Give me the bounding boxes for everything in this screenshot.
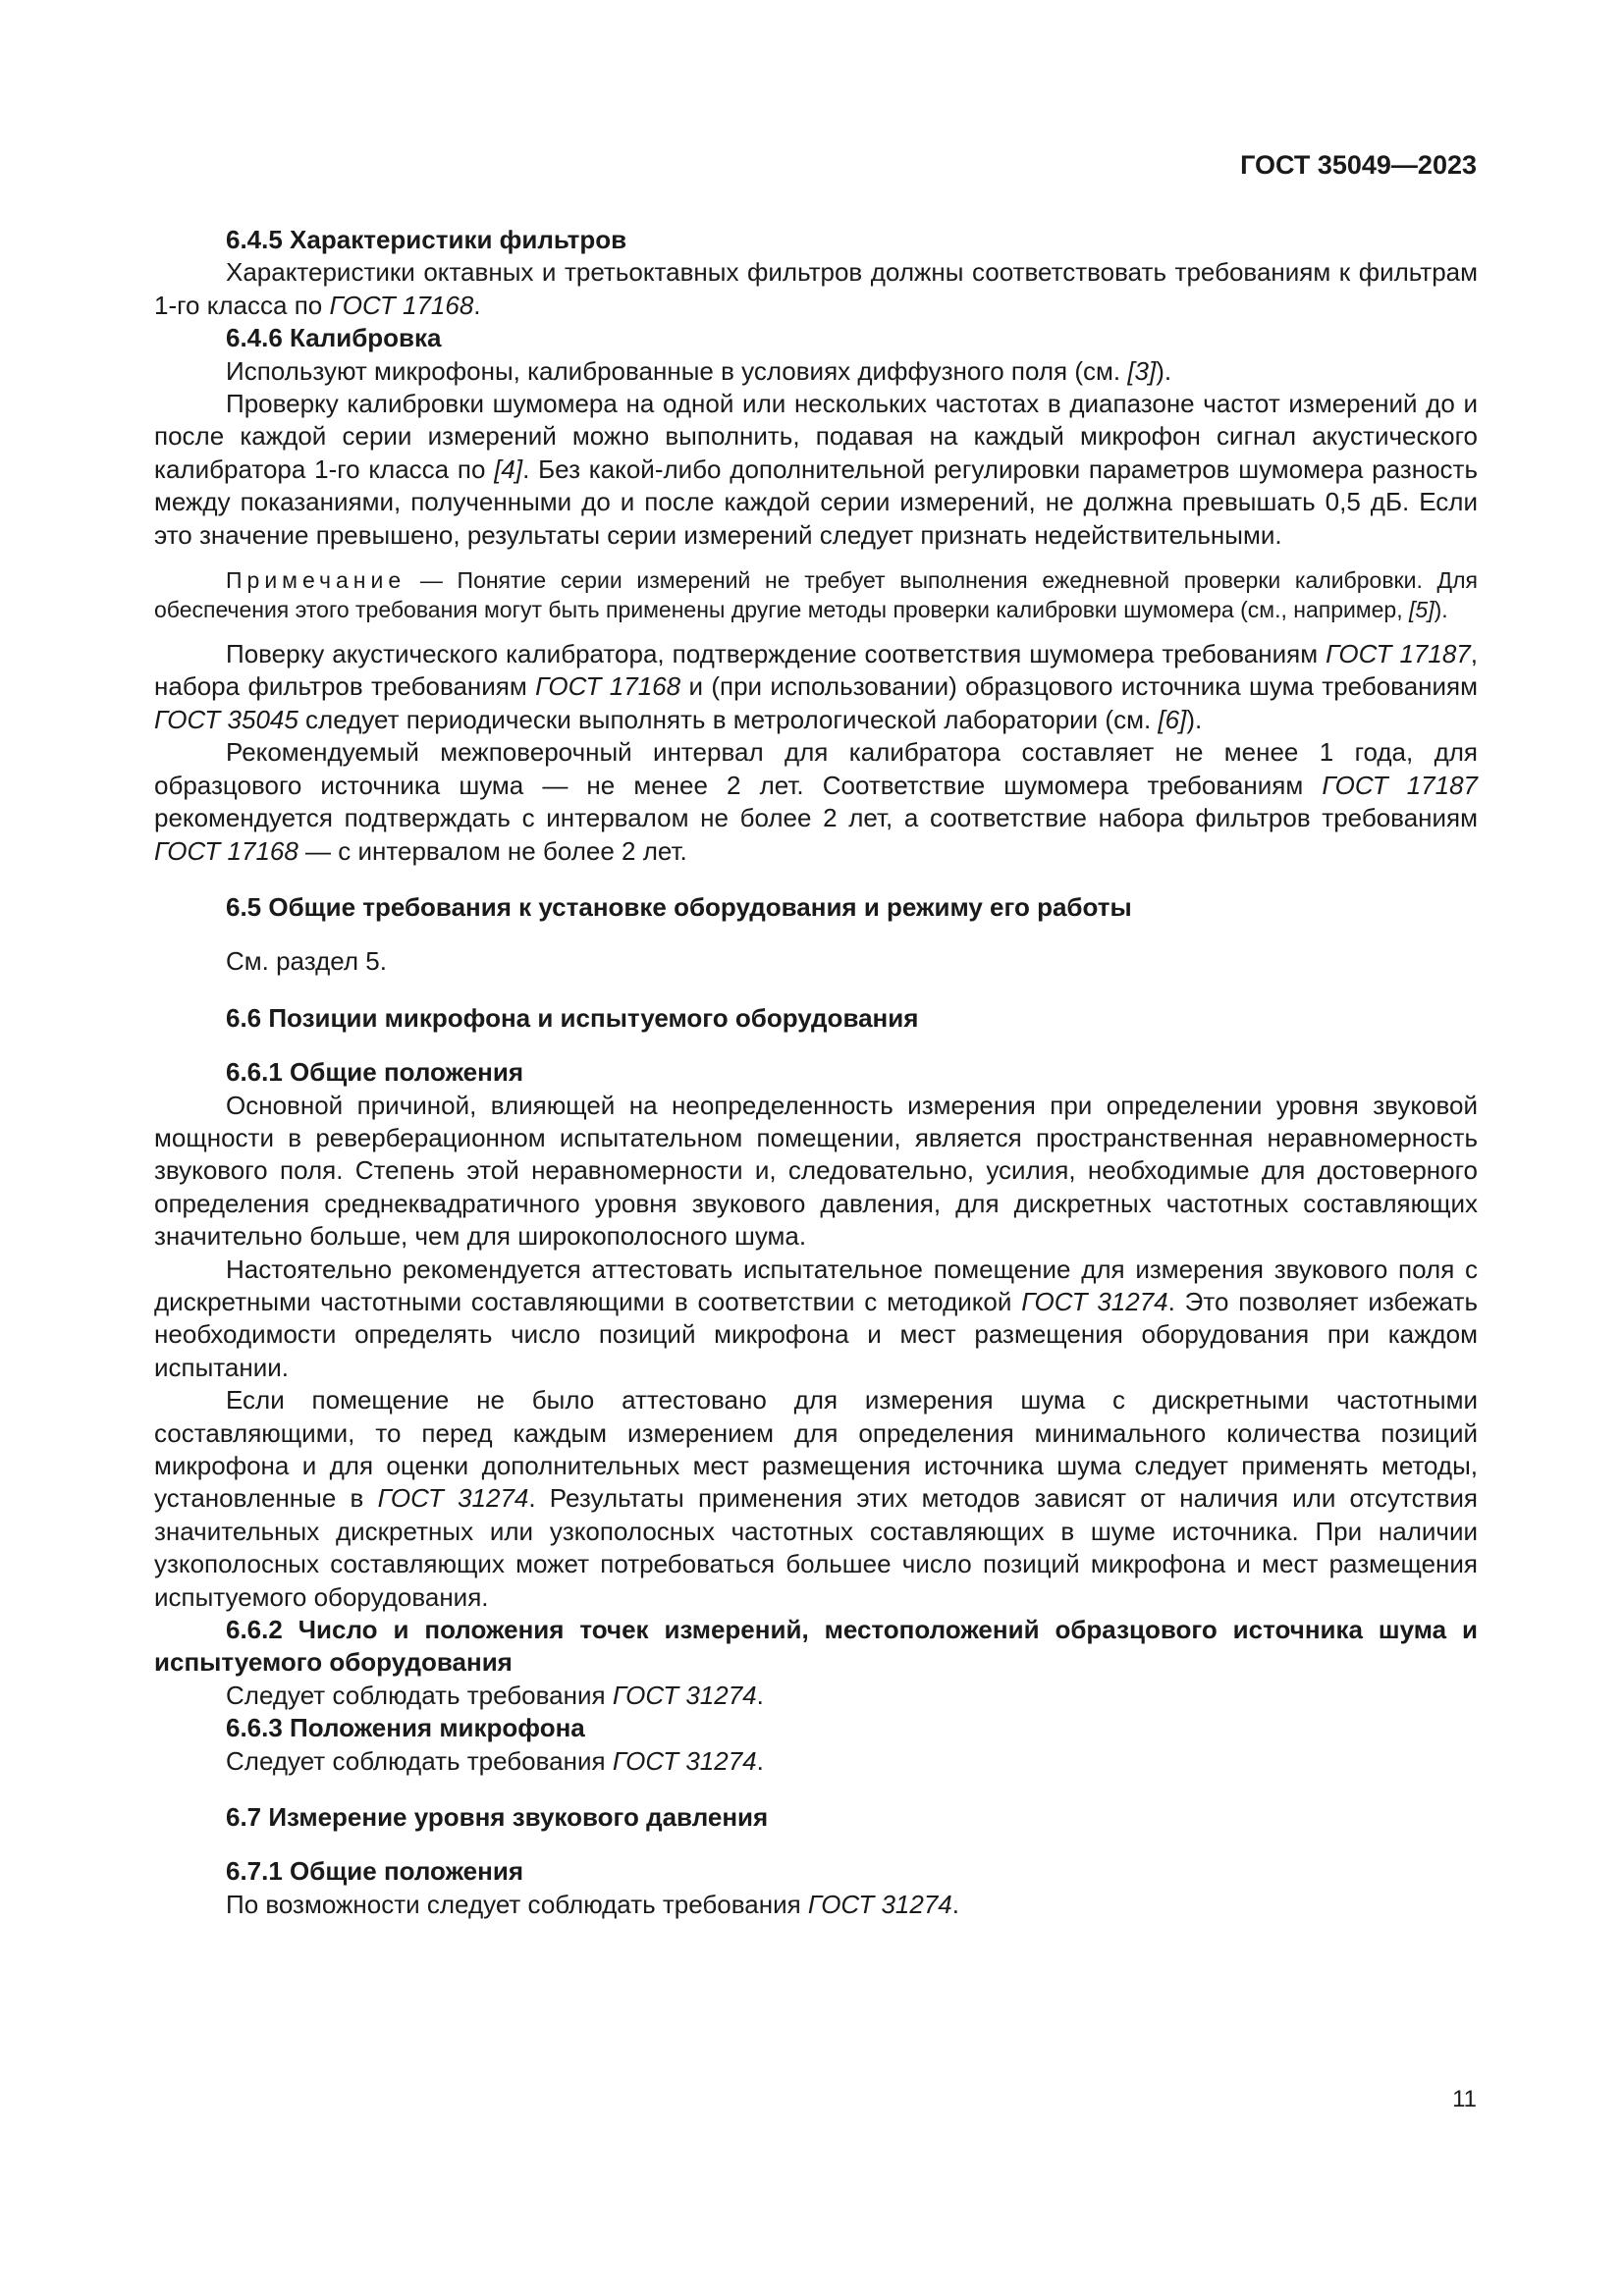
text: Следует соблюдать требования (226, 1745, 613, 1776)
heading-6-7-1: 6.7.1 Общие положения (226, 1856, 523, 1887)
standard-reference: ГОСТ 17168 (154, 835, 298, 866)
bibliography-reference: [3] (1127, 355, 1157, 386)
heading-6-5: 6.5 Общие требования к установке оборудования и режиму его работы (226, 891, 1132, 922)
text: Если помещение не было аттестовано для измерения шума с дискретными частотными составляющими, то перед каждым измерением для определения минимального количества позиций микрофона и для оценки дополнительных мест размещения источника шума следует применять методы, установленные в (154, 1385, 1478, 1514)
heading-6-6-2: 6.6.2 Число и положения точек измерений, местоположений образцового источника шума и испытуемого оборудования (154, 1615, 1478, 1678)
text: ). (1156, 355, 1172, 386)
text: . (951, 1889, 959, 1919)
standard-reference: ГОСТ 31274 (1021, 1286, 1168, 1316)
standard-reference: ГОСТ 17168 (535, 671, 681, 702)
text: Проверку калибровки шумомера на одной или нескольких частотах в диапазоне частот измерений до и после каждой серии измерений можно выполнить, подавая на каждый микрофон сигнал акустического калибратора 1-го класса по (154, 389, 1478, 484)
text: следует периодически выполнять в метрологической лаборатории (см. (298, 704, 1159, 734)
heading-6-4-6: 6.4.6 Калибровка (226, 323, 442, 353)
standard-reference: ГОСТ 17187 (1322, 770, 1478, 800)
text: и (при использовании) образцового источника шума требованиям (680, 671, 1478, 702)
heading-6-6: 6.6 Позиции микрофона и испытуемого оборудования (226, 1002, 919, 1033)
text: — с интервалом не более 2 лет. (298, 835, 687, 866)
page-number: 11 (1452, 2086, 1477, 2112)
text: . Это позволяет избежать необходимости определять число позиций микрофона и мест размещения оборудования при каждом испытании. (154, 1286, 1478, 1382)
text: . (756, 1745, 764, 1776)
standard-reference: ГОСТ 17187 (1326, 639, 1471, 669)
paragraph-6-5: См. раздел 5. (226, 946, 387, 977)
text: Следует соблюдать требования (226, 1680, 613, 1710)
heading-6-6-1: 6.6.1 Общие положения (226, 1057, 523, 1088)
note-6-4-6 (154, 565, 1478, 624)
paragraph-6-4-6-3 (154, 638, 1478, 736)
standard-reference: ГОСТ 31274 (807, 1889, 952, 1919)
paragraph-6-6-1-3 (154, 1384, 1478, 1614)
paragraph-6-4-6-4 (154, 736, 1478, 868)
bibliography-reference: [4] (494, 454, 523, 484)
page-body (154, 224, 1478, 1921)
text: ). (1434, 597, 1448, 623)
text: . (756, 1680, 764, 1710)
paragraph-6-6-1-2 (154, 1254, 1478, 1385)
heading-6-7: 6.7 Измерение уровня звукового давления (226, 1802, 769, 1833)
bibliography-reference: [6] (1158, 704, 1187, 734)
paragraph-6-6-2 (154, 1680, 1478, 1712)
text: Рекомендуемый межповерочный интервал для калибратора составляет не менее 1 года, для образцового источника шума — не менее 2 лет. Соответствие шумомера требованиям (154, 737, 1478, 800)
text: Поверку акустического калибратора, подтверждение соответствия шумомера требованиям (226, 639, 1326, 669)
heading-6-4-5: 6.4.5 Характеристики фильтров (226, 225, 627, 254)
standard-reference: ГОСТ 31274 (612, 1680, 757, 1710)
standard-reference: ГОСТ 31274 (377, 1483, 529, 1514)
standard-reference: ГОСТ 31274 (612, 1745, 757, 1776)
text: . (473, 290, 481, 320)
bibliography-reference: [5] (1409, 597, 1435, 623)
text: Характеристики октавных и третьоктавных фильтров должны соответствовать требованиям к фильтрам 1-го класса по (154, 257, 1478, 320)
text: Используют микрофоны, калиброванные в условиях диффузного поля (см. (226, 355, 1128, 386)
heading-6-6-3: 6.6.3 Положения микрофона (226, 1713, 585, 1743)
text: — Понятие серии измерений не требует выполнения ежедневной проверки калибровки. Для обеспечения этого требования могут быть применены другие методы проверки калибровки шумомера (см., например, (154, 567, 1478, 623)
paragraph-6-4-5 (154, 256, 1478, 322)
standard-reference: ГОСТ 35045 (154, 704, 298, 734)
paragraph-6-4-6-1 (154, 355, 1478, 388)
paragraph-6-7-1 (154, 1889, 1478, 1921)
text: , набора фильтров требованиям (154, 639, 1478, 702)
text: . Без какой-либо дополнительной регулировки параметров шумомера разность между показаниями, полученными до и после каждой серии измерений, не должна превышать 0,5 дБ. Если это значение превышено, результаты серии измерений следует признать недействительными. (154, 454, 1478, 550)
text: . Результаты применения этих методов зависят от наличия или отсутствия значительных дискретных или узкополосных частотных составляющих в шуме источника. При наличии узкополосных составляющих может потребоваться большее число позиций микрофона и мест размещения испытуемого оборудования. (154, 1483, 1478, 1612)
text: ). (1186, 704, 1203, 734)
paragraph-6-4-6-2 (154, 388, 1478, 552)
paragraph-6-6-1-1: Основной причиной, влияющей на неопределенность измерения при определении уровня звуковой мощности в реверберационном испытательном помещении, является пространственная неравномерность звукового поля. Степень этой неравномерности и, следовательно, усилия, необходимые для достоверного определения среднеквадратичного уровня звукового давления, для дискретных частотных составляющих значительно больше, чем для широкополосного шума. (154, 1090, 1478, 1252)
text: рекомендуется подтверждать с интервалом не более 2 лет, а соответствие набора фильтров требованиям (154, 803, 1478, 833)
text: Настоятельно рекомендуется аттестовать испытательное помещение для измерения звукового поля с дискретными частотными составляющими в соответствии с методикой (154, 1254, 1478, 1316)
text: По возможности следует соблюдать требования (226, 1889, 808, 1919)
note-label: Примечание (226, 567, 406, 594)
document-code-header: ГОСТ 35049—2023 (1240, 150, 1477, 180)
paragraph-6-6-3 (154, 1745, 1478, 1778)
standard-reference: ГОСТ 17168 (329, 290, 474, 320)
